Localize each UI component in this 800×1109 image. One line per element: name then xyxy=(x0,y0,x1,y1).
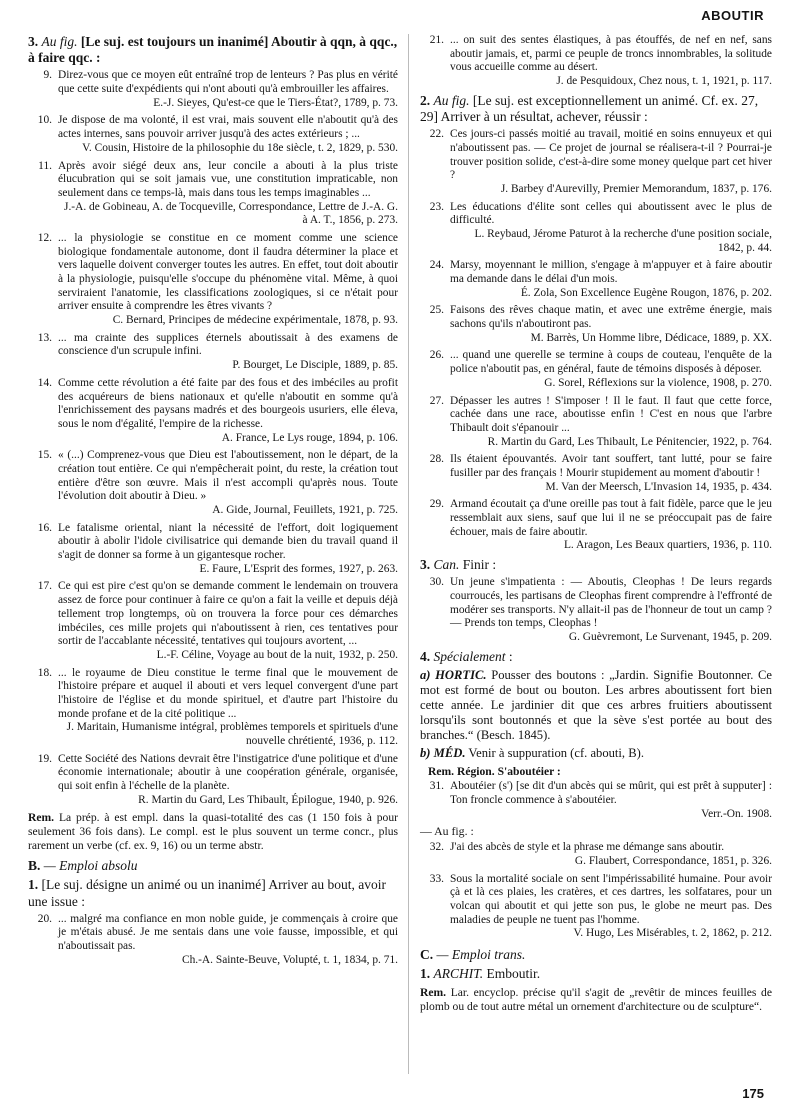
section-title-text: — Emploi trans. xyxy=(436,946,526,962)
example-number: 27. xyxy=(429,394,444,407)
example-citation: M. Barrès, Un Homme libre, Dédicace, 1889, p. XX. xyxy=(530,331,772,344)
remark-text: Lar. encyclop. précise qu'il s'agit de „revêtir de minces feuilles de plomb ou de tout autre métal un ornement d'architecture ou de sculpture“. xyxy=(420,986,772,1013)
sense-4-heading xyxy=(420,649,772,665)
sense-c1-heading xyxy=(420,966,772,982)
example-text: Marsy, moyennant le million, s'engage à m'appuyer et à faire aboutir ma demande dans le délai d'un mois. xyxy=(450,259,772,285)
example-entry xyxy=(420,395,772,450)
example-number: 12. xyxy=(37,231,52,244)
specialty-label: a) HORTIC. xyxy=(420,667,487,682)
example-text: Les éducations d'élite sont celles qui aboutissent avec le plus de difficulté. xyxy=(450,200,772,227)
sense-label: ARCHIT. xyxy=(433,965,484,981)
example-number: 18. xyxy=(37,666,52,679)
sense-label: Au fig. xyxy=(41,34,78,49)
example-text: Je dispose de ma volonté, il est vrai, mais souvent elle n'aboutit qu'à des actes internes, sans pouvoir arriver jusqu'à des actes extérieurs ; ... xyxy=(58,114,398,141)
example-text: Ces jours-ci passés moitié au travail, moitié en soins ennuyeux et qui n'aboutissent pas. — Ce projet de journal se réalisera-t-il ? Pourrai-je trouver position solide, c'est-à-dire some money quelque part cet hiver ? xyxy=(450,128,772,182)
example-number: 23. xyxy=(429,200,444,213)
example-number: 19. xyxy=(37,752,52,765)
example-number: 11. xyxy=(38,159,52,172)
example-number: 31. xyxy=(429,780,444,793)
specialty-text: Pousser des boutons : „Jardin. Signifie Boutonner. Ce mot est formé de bout ou bouton. Les arbres aboutissent fort bien cette année. Le jardinier dit que ces arbres fruitiers aboutissent lorsqu'ils sont boutonnés et que la sève s'est portée au bout des branches.“ (Besch. 1845). xyxy=(420,667,772,743)
example-text: J'ai des abcès de style et la phrase me démange sans aboutir. xyxy=(450,841,725,854)
example-text: Le fatalisme oriental, niant la nécessité de l'effort, doit logiquement aboutir à abolir l'idole civilisatrice qui demande bien du travail quand il s'agit de donner sa forme à un gigantesque rocher. xyxy=(58,521,398,562)
remark xyxy=(28,811,398,852)
section-b-title xyxy=(28,858,398,874)
example-text: Aboutéier (s') [se dit d'un abcès qui se mûrit, qui est prêt à supputer] : Ton froncle commence à s'aboutéier. xyxy=(450,780,772,806)
example-entry xyxy=(28,522,398,577)
example-number: 24. xyxy=(429,259,444,272)
right-column xyxy=(420,34,772,1017)
example-30 xyxy=(420,576,772,644)
example-number: 15. xyxy=(37,449,52,462)
au-fig-marker: — Au fig. : xyxy=(420,824,474,839)
example-text: ... ma crainte des supplices éternels aboutissait à des examens de conscience d'un scrupule infini. xyxy=(58,331,398,358)
remark-label: Rem. xyxy=(28,811,55,825)
sense-2-heading xyxy=(420,93,772,125)
example-20 xyxy=(28,913,398,968)
sense-definition: Emboutir. xyxy=(486,965,541,981)
example-text: Comme cette révolution a été faite par des fous et des imbéciles au profit des acquéreurs de biens nationaux et qu'elle n'aboutit en somme qu'à l'enrichissement des paysans madrés et des bourgeois usuriers, elle éleva, sous le nom d'égalité, l'empire de la richesse. xyxy=(58,376,398,430)
right-example-list-2 xyxy=(420,841,772,941)
section-letter: C. xyxy=(420,946,434,962)
example-citation: Ch.-A. Sainte-Beuve, Volupté, t. 1, 1834, p. 71. xyxy=(182,953,398,966)
sense-number: 1. xyxy=(28,877,39,893)
sense-number: 3. xyxy=(420,557,431,573)
example-citation: C. Bernard, Principes de médecine expérimentale, 1878, p. 93. xyxy=(112,314,398,327)
example-entry xyxy=(420,201,772,256)
example-text: Dépasser les autres ! S'imposer ! Il le faut. Il faut que cette force, cachée dans une race, aboutisse enfin ! C'est en nous que l'arbre Thibault doit s'épanouir ... xyxy=(450,394,772,434)
specialty-label: b) MÉD. xyxy=(420,746,466,761)
example-entry xyxy=(28,160,398,228)
sense-3-can-heading xyxy=(420,557,772,573)
remark-text: S'aboutéier : xyxy=(497,764,561,778)
example-text: ... la physiologie se constitue en ce moment comme une science biologique fondamentale autonome, dont il faudra déterminer la place et vers laquelle doivent converger toutes les autres. En effet, tout doit aboutir à la physiologie, puisqu'elle s'occupe du phénomène vital. Même, à quoi serviraient l'anatomie, les classifications zoologiques, si ce n'était pour arriver ensuite à comprendre les êtres vivants ? xyxy=(58,231,398,313)
example-number: 17. xyxy=(37,580,52,593)
example-text: Après avoir siégé deux ans, leur concile a abouti à la plus triste élucubration qui se soit jamais vue, une constitution impraticable, non seulement dans ce temps-là, mais dans tous les temps imaginables ... xyxy=(58,159,398,199)
example-number: 9. xyxy=(43,69,52,82)
example-citation: V. Hugo, Les Misérables, t. 2, 1862, p. 212. xyxy=(573,927,772,940)
example-number: 33. xyxy=(429,872,444,885)
example-entry xyxy=(28,753,398,808)
example-text: Un jeune s'impatienta : — Aboutis, Cleophas ! De leurs regards courroucés, les partisans de Cleophas firent comprendre à l'effronté de modérer ses transports. N'y allait-il pas de l'honneur de tout un camp ? — Prends ton temps, Cleophas ! xyxy=(450,576,772,630)
example-text: ... le royaume de Dieu constitue le terme final que le mouvement de l'histoire prépare et auquel il abouti et vers lequel convergent d'une part l'histoire de l'église et du monde spirituel, et d'autre part l'histoire du monde profane et de la cité politique ... xyxy=(58,666,398,720)
example-entry xyxy=(420,453,772,494)
example-citation: J.-A. de Gobineau, A. de Tocqueville, Correspondance, Lettre de J.-A. G. à A. T., 1856, p. 273. xyxy=(64,200,398,227)
sense-label: Can. xyxy=(433,557,460,573)
example-entry xyxy=(28,667,398,749)
sense-3-heading xyxy=(28,34,398,66)
example-citation: A. France, Le Lys rouge, 1894, p. 106. xyxy=(221,431,398,444)
example-number: 25. xyxy=(429,304,444,317)
example-31 xyxy=(420,780,772,821)
example-text: Ce qui est pire c'est qu'on se demande comment le lendemain on trouvera assez de force pour continuer à faire ce qu'on a fait la veille et depuis déjà tellement trop longtemps, où on trouvera la force pour ces démarches imbéciles, ces mille projets qui n'aboutissent à rien, ces tentatives pour sortir de l'accablante nécessité, tentatives qui toujours avortent, ... xyxy=(58,580,398,648)
example-citation: V. Cousin, Histoire de la philosophie du 18e siècle, t. 2, 1829, p. 530. xyxy=(82,141,398,154)
example-entry xyxy=(28,449,398,517)
example-citation: L.-F. Céline, Voyage au bout de la nuit, 1932, p. 250. xyxy=(156,648,398,661)
example-number: 16. xyxy=(37,521,52,534)
example-entry xyxy=(420,304,772,345)
example-text: Faisons des rêves chaque matin, et avec une extrême énergie, mais sachons qu'ils n'aboutiront pas. xyxy=(450,304,772,331)
specialty-horticulture xyxy=(420,668,772,744)
remark-text: La prép. à est empl. dans la quasi-totalité des cas (1 150 fois à pour seulement 36 fois dans). Le compl. est le plus souvent un terme concr., plus rarement un verbe (cf. ex. 9, 16) ou un terme abstr. xyxy=(28,811,398,852)
example-21 xyxy=(420,34,772,89)
example-citation: J. de Pesquidoux, Chez nous, t. 1, 1921, p. 117. xyxy=(556,75,772,88)
remark-label: Rem. Région. xyxy=(428,764,495,778)
example-entry xyxy=(420,498,772,553)
example-number: 21. xyxy=(429,34,444,46)
example-entry xyxy=(420,841,772,868)
example-text: ... on suit des sentes élastiques, à pas étouffés, de nef en nef, sans aboutir jamais, et, parmi ce peuple de troncs innombrables, la solitude vous accueille comme au désert. xyxy=(450,34,772,74)
example-text: « (...) Comprenez-vous que Dieu est l'aboutissement, non le départ, de la création tout entière. Ce qui n'empêcherait point, du reste, la création tout entière d'être son œuvre. Mais il n'est accompli qu'après nous. Toute l'évolution doit aboutir à Dieu. » xyxy=(58,449,398,503)
example-number: 29. xyxy=(429,498,444,511)
example-entry xyxy=(28,232,398,328)
example-citation: J. Barbey d'Aurevilly, Premier Memorandum, 1837, p. 176. xyxy=(500,182,772,195)
example-text: ... malgré ma confiance en mon noble guide, je commençais à croire que je m'étais abusé. Je me sentais dans une voie fausse, impossible, et qui n'aboutissait pas. xyxy=(58,912,398,953)
example-text: Sous la mortalité sociale on sent l'impérissabilité humaine. Pour avoir çà et là ces plaies, les cratères, et ces dartres, les solfatares, pour un volcan qui aboutit et qui jette son pus, le globe ne meurt pas. Des maladies de peuple ne tuent pas l'homme. xyxy=(450,872,772,926)
example-citation: R. Martin du Gard, Les Thibault, Le Pénitencier, 1922, p. 764. xyxy=(487,435,772,448)
section-letter: B. xyxy=(28,858,41,874)
example-number: 32. xyxy=(429,841,444,854)
sense-definition: Finir : xyxy=(462,557,497,573)
example-citation: M. Van der Meersch, L'Invasion 14, 1935, p. 434. xyxy=(545,480,772,493)
example-entry xyxy=(28,332,398,373)
example-citation: É. Zola, Son Excellence Eugène Rougon, 1876, p. 202. xyxy=(520,286,772,299)
example-citation: A. Gide, Journal, Feuillets, 1921, p. 725. xyxy=(212,504,398,516)
example-entry xyxy=(420,873,772,941)
example-citation: J. Maritain, Humanisme intégral, problèmes temporels et spirituels d'une nouvelle chrétienté, 1936, p. 112. xyxy=(66,721,398,747)
sense-definition: [Le suj. est toujours un inanimé] Aboutir à qqn, à qqc., à faire qqc. : xyxy=(28,34,398,66)
example-citation: G. Flaubert, Correspondance, 1851, p. 326. xyxy=(574,854,772,867)
example-entry xyxy=(420,128,772,196)
example-number: 10. xyxy=(37,114,52,127)
sense-definition: [Le suj. désigne un animé ou un inanimé] Arriver au bout, avoir une issue : xyxy=(28,877,387,909)
example-number: 28. xyxy=(429,453,444,466)
remark-c xyxy=(420,986,772,1013)
section-title-text: — Emploi absolu xyxy=(43,858,138,874)
sense-definition: [Le suj. est exceptionnellement un animé. Cf. ex. 27, 29] Arriver à un résultat, achever, réussir : xyxy=(420,92,759,124)
right-example-list xyxy=(420,128,772,553)
example-citation: Verr.-On. 1908. xyxy=(701,807,772,820)
sense-b1-heading xyxy=(28,877,398,909)
column-divider xyxy=(408,34,409,1074)
section-c-title xyxy=(420,947,772,963)
example-citation: L. Aragon, Les Beaux quartiers, 1936, p. 110. xyxy=(563,539,772,552)
specialty-medicine xyxy=(420,746,772,761)
example-entry xyxy=(420,349,772,390)
sense-number: 3. xyxy=(28,34,39,49)
example-number: 30. xyxy=(429,576,444,589)
left-column xyxy=(28,34,398,972)
example-text: Direz-vous que ce moyen eût entraîné trop de lenteurs ? Pas plus en vérité que cette suite d'expédients qui n'ont abouti qu'à embrouiller les affaires. xyxy=(58,69,398,96)
sense-number: 1. xyxy=(420,965,431,981)
specialty-text: Venir à suppuration (cf. abouti, B). xyxy=(468,746,644,761)
running-head: ABOUTIR xyxy=(701,8,764,23)
example-entry xyxy=(28,69,398,110)
example-number: 14. xyxy=(37,376,52,389)
example-citation: R. Martin du Gard, Les Thibault, Épilogue, 1940, p. 926. xyxy=(138,793,398,806)
example-text: Ils étaient épouvantés. Avoir tant souffert, tant lutté, pour se faire fusiller par des français ! Mourir stupidement au moment d'aboutir ! xyxy=(450,453,772,479)
example-citation: G. Sorel, Réflexions sur la violence, 1908, p. 270. xyxy=(544,376,772,389)
regional-remark xyxy=(428,765,772,779)
example-text: ... quand une querelle se termine à coups de couteau, l'enquête de la police n'aboutit pas, en général, faute de témoins disposés à déposer. xyxy=(450,349,772,376)
example-number: 26. xyxy=(429,349,444,362)
sense-label: Au fig. xyxy=(433,92,470,108)
example-citation: E. Faure, L'Esprit des formes, 1927, p. 263. xyxy=(199,562,398,575)
sense-number: 4. xyxy=(420,648,431,664)
sense-definition: : xyxy=(508,648,513,664)
example-citation: G. Guèvremont, Le Survenant, 1945, p. 209. xyxy=(568,631,772,643)
example-text: Cette Société des Nations devrait être l'instigatrice d'une politique et d'une économie internationale; aboutir à une coopération générale, organisée, qui soit enfin à l'échelle de la planète. xyxy=(58,752,398,793)
example-entry xyxy=(28,114,398,155)
example-citation: E.-J. Sieyes, Qu'est-ce que le Tiers-État?, 1789, p. 73. xyxy=(153,96,398,109)
example-citation: P. Bourget, Le Disciple, 1889, p. 85. xyxy=(232,359,398,372)
example-entry xyxy=(420,259,772,300)
left-example-list xyxy=(28,69,398,807)
remark-label: Rem. xyxy=(420,986,447,1000)
example-number: 13. xyxy=(37,331,52,344)
example-entry xyxy=(28,377,398,445)
example-citation: L. Reybaud, Jérome Paturot à la recherche d'une position sociale, 1842, p. 44. xyxy=(474,227,772,254)
example-entry xyxy=(28,580,398,662)
example-number: 20. xyxy=(37,912,52,925)
example-text: Armand écoutait ça d'une oreille pas tout à fait fidèle, parce que le jeu ressemblait aux siens, sauf que lui il ne se préoccupait pas de faire échouer, mais de faire aboutir. xyxy=(450,498,772,538)
sense-number: 2. xyxy=(420,92,431,108)
sense-label: Spécialement xyxy=(433,648,506,664)
page-number: 175 xyxy=(742,1086,764,1101)
example-number: 22. xyxy=(429,128,444,141)
